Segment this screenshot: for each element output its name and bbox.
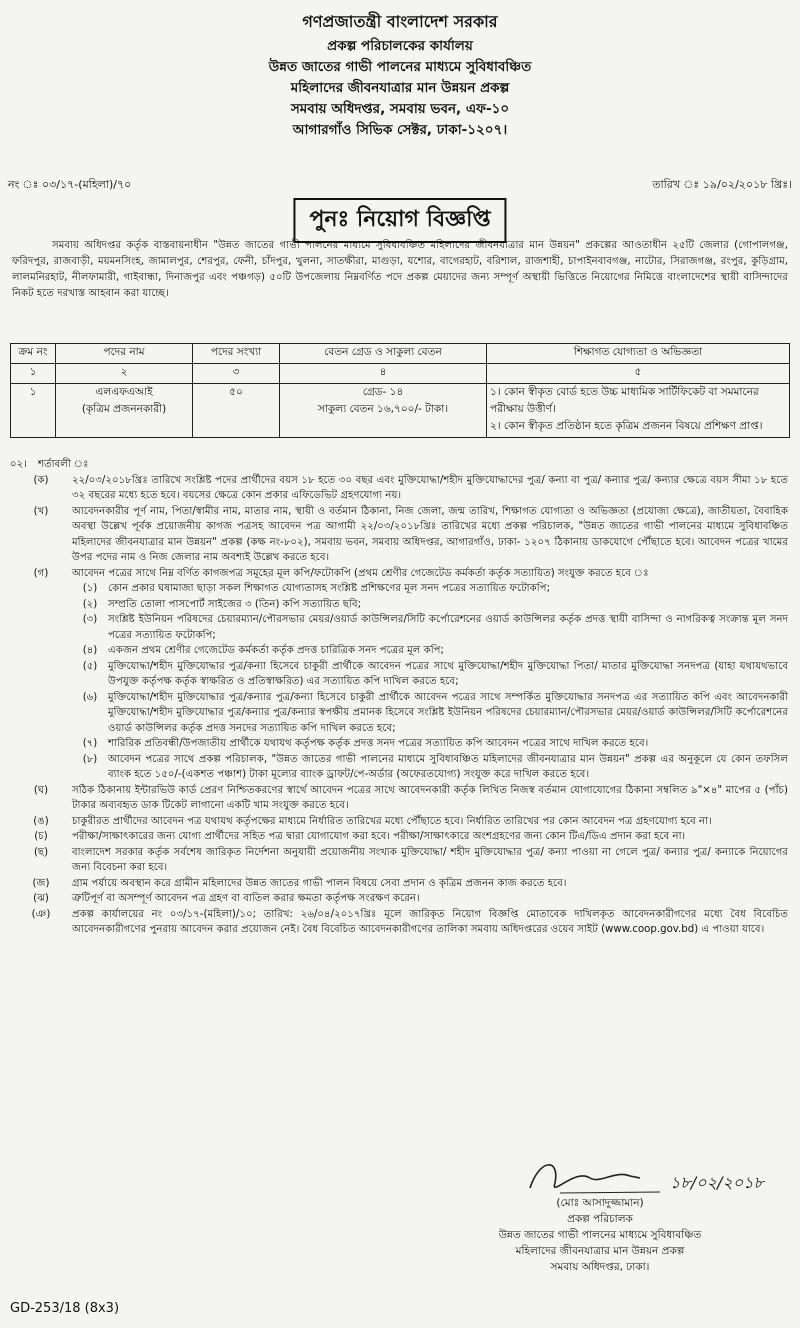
post-name: এলএফএআই [95,386,153,398]
condition-jha: (ঝ) ত্রুটিপূর্ণ বা অসম্পূর্ণ আবেদন পত্র গ্রহণ বা বাতিল করার ক্ষমতা কর্তৃপক্ষ সংরক্ষণ করেন। [33,893,420,904]
row-qualification [487,384,790,438]
signature-date: ১৮/০২/২০১৮ [670,1173,764,1192]
col-number: ১ [11,364,56,384]
col-qualification: শিক্ষাগত যোগ্যতা ও অভিজ্ঞতা [487,344,790,364]
intro-paragraph: সমবায় অধিদপ্তর কর্তৃক বাস্তবায়নাধীন "উন্নত জাতের গাভী পালনের মাধ্যমে সুবিধাবঞ্চিত মহিলাদের জীবনযাত্রার মান উন্নয়ন" প্রকল্পের আওতাধীন ২৫টি জেলার (গোপালগঞ্জ, ফরিদপুর, রাজবাড়ী, ময়মনসিংহ, জামালপুর, শেরপুর, ফেনী, চাঁদপুর, খুলনা, সাতক্ষীরা, মাগুড়া, যশোর, বাগেরহাট, বরিশাল, রাজশাহী, চাপাইনবাবগঞ্জ, নাটোর, সিরাজগঞ্জ, রংপুর, কুড়িগ্রাম, লালমনিরহাট, নীলফামারী, গাইবান্ধা, দিনাজপুর এবং পঞ্চগড়) ৫০টি উপজেলায় নিম্নবর্ণিত পদে প্রকল্প মেয়াদের জন্য সম্পূর্ণ অস্থায়ী ভিত্তিতে নিয়োগের নিমিত্তে বাংলাদেশের স্থায়ী বাসিন্দাদের নিকট হতে দরখাস্ত আহবান করা যাচ্ছে। [12,240,788,299]
address-line2: আগারগাঁও সিভিক সেক্টর, ঢাকা-১২০৭। [292,122,508,138]
col-number: ৩ [193,364,280,384]
project-name-line1: উন্নত জাতের গাভী পালনের মাধ্যমে সুবিধাবঞ্চিত [268,59,532,75]
signature-block [480,1195,720,1275]
list-item: (১) কোন প্রকার ঘষামাজা ছাড়া সকল শিক্ষাগত যোগ্যতাসহ সংশ্লিষ্ট প্রশিক্ষণের মূল সনদ পত্রের সত্যায়িত ফটোকপি; [82,583,550,594]
col-serial: ক্রম নং [11,344,56,364]
col-number: ২ [56,364,193,384]
notice-date: তারিখ ঃ ১৯/০২/২০১৮ খ্রিঃ। [652,178,792,191]
condition-ga: (গ) আবেদন পত্রের সাথে নিম্ন বর্ণিত কাগজপত্র সমূহের মূল কপি/ফটোকপি (প্রথম শ্রেণীর গেজেটেড কর্মকর্তা কর্তৃক সত্যায়িত) সংযুক্ত করতে হবে ঃ [33,567,649,579]
section-heading: শর্তাবলী ঃ [38,459,89,470]
condition-chha: (ছ) বাংলাদেশ সরকার কর্তৃক সর্বশেষ জারিকৃত নির্দেশনা অনুযায়ী প্রয়োজনীয় সংখ্যক মুক্তিযোদ্ধা/ শহীদ মুক্তিযোদ্ধার পুত্র/ কন্যা পাওয়া না গেলে পুত্র/ কন্যার পুত্র/ কন্যাকে নিয়োগের জন্য বিবেচনা করা হবে। [33,846,788,873]
col-number: ৫ [487,364,790,384]
list-item: (৩) সংশ্লিষ্ট ইউনিয়ন পরিষদের চেয়ারম্যান/পৌরসভার মেয়র/ওয়ার্ড কাউন্সিলর/সিটি কর্পোরেশনের ওয়ার্ড কাউন্সিলর কর্তৃক প্রদত্ত স্থায়ী বাসিন্দা ও নাগরিকত্ব সংক্রান্ত মূল সনদ পত্রের সত্যায়িত ফটোকপি; [82,614,788,641]
signatory-name: (মোঃ আসাদুজ্জামান) [556,1197,644,1209]
table-header-row [11,344,790,364]
office-name: প্রকল্প পরিচালকের কার্যালয় [327,38,473,54]
signatory-org-2: মহিলাদের জীবনযাত্রার মান উন্নয়ন প্রকল্প [515,1245,685,1257]
conditions-heading [10,457,788,473]
govt-name: গণপ্রজাতন্ত্রী বাংলাদেশ সরকার [302,12,498,31]
condition-gha: (ঘ) সঠিক ঠিকানায় ইন্টারভিউ কার্ড প্রেরণ নিশ্চিতকরণের স্বার্থে আবেদন পত্রের সাথে আবেদনকারী কর্তৃক লিখিত নিজস্ব বর্তমান যোগাযোগের ঠিকানা সম্বলিত ৯"×৪" মাপের ৫ (পাঁচ) টাকার অব্যবহৃত ডাক টিকেট লাগানো একটি খাম সংযুক্ত করতে হবে। [33,784,788,811]
list-item: (৫) মুক্তিযোদ্ধা/শহীদ মুক্তিযোদ্ধার পুত্র/কন্যা হিসেবে চাকুরী প্রার্থীকে আবেদন পত্রের সাথে মুক্তিযোদ্ধা/শহীদ মুক্তিযোদ্ধা পিতা/ মাতার মুক্তিযোদ্ধা সনদপত্র (যাহা যথাযথভাবে উপযুক্ত কর্তৃপক্ষ কর্তৃক স্বাক্ষরিত ও প্রতিস্বাক্ষরিত) এর সত্যায়িত কপি দাখিল করতে হবে; [82,660,788,687]
col-number: ৪ [280,364,487,384]
col-count: পদের সংখ্যা [193,344,280,364]
condition-cha: (চ) পরীক্ষা/সাক্ষাৎকারের জন্য যোগ্য প্রার্থীদের সহিত পত্র দ্বারা যোগাযোগ করা হবে। পরীক্ষা/সাক্ষাৎকারে অংশগ্রহণের জন্য কোন টিএ/ডিএ প্রদান করা হবে না। [34,831,686,842]
section-number: ০২। [10,459,27,470]
list-item: (৭) শারিরিক প্রতিবন্ধী/উপজাতীয় প্রার্থীকে যথাযথ কর্তৃপক্ষ কর্তৃক প্রদত্ত সনদ পত্রের সত্যায়িত কপি আবেদন পত্রের সাথে দাখিল করতে হবে। [82,738,649,749]
address-line1: সমবায় অধিদপ্তর, সমবায় ভবন, এফ-১০ [290,101,510,117]
row-count: ৫০ [193,384,280,438]
total-salary: সাকুল্য বেতন ১৬,৭০০/- টাকা। [317,403,449,415]
post-name-detail: (কৃত্রিম প্রজননকারী) [81,403,167,415]
qualification-2: ২। কোন স্বীকৃত প্রতিষ্ঠান হতে কৃত্রিম প্রজনন বিষয়ে প্রশিক্ষণ প্রাপ্ত। [490,420,763,432]
row-serial: ১ [11,384,56,438]
condition-kha: (খ) আবেদনকারীর পূর্ণ নাম, পিতা/স্বামীর নাম, মাতার নাম, স্থায়ী ও বর্তমান ঠিকানা, নিজ জেলা, জন্ম তারিখ, শিক্ষাগত যোগ্যতা ও অভিজ্ঞতা (প্রযোজ্য ক্ষেত্রে), জাতীয়তা, বৈবাহিক অবস্থা উল্লেখ পূর্বক প্রয়োজনীয় কাগজ পত্রসহ আবেদন পত্র আগামী ২২/০৩/২০১৮খ্রিঃ তারিখের মধ্যে প্রকল্প পরিচালক, "উন্নত জাতের গাভী পালনের মাধ্যমে সুবিধাবঞ্চিত মহিলাদের জীবনযাত্রার মান উন্নয়ন" প্রকল্প (কক্ষ নং-৮০২), সমবায় ভবন, সমবায় অধিদপ্তর, আগারগাঁও, ঢাকা- ১২০৭ ঠিকানায় ডাকযোগে পৌঁছাতে হবে। আবেদন পত্রের খামের উপর পদের নাম ও নিজ জেলার নাম অবশ্যই উল্লেখ করতে হবে। [33,505,788,563]
row-salary [280,384,487,438]
notice-title: পুনঃ নিয়োগ বিজ্ঞপ্তি [293,198,506,243]
condition-nya: (ঞ) প্রকল্প কার্যালয়ের নং ০৩/১৭-(মহিলা)/১০; তারিখ: ২৬/০৪/২০১৭খ্রিঃ মূলে জারিকৃত নিয়োগ বিজ্ঞপ্তি মোতাবেক দাখিলকৃত আবেদনকারীগণের মধ্যে বৈধ বিবেচিত আবেদনকারীগণের পুনরায় আবেদন করার প্রয়োজন নেই। বৈধ বিবেচিত আবেদনকারীগণের তালিকা সমবায় অধিদপ্তরের ওয়েব সাইট (www.coop.gov.bd) এ পাওয়া যাবে। [31,908,788,935]
list-item: (৬) মুক্তিযোদ্ধা/শহীদ মুক্তিযোদ্ধার পুত্র/কন্যার পুত্র/কন্যা হিসেবে চাকুরী প্রার্থীকে আবেদন পত্রের সাথে সম্পর্কিত মুক্তিযোদ্ধার সনদপত্র এর সত্যায়িত কপি এবং আবেদনকারী মুক্তিযোদ্ধা/শহীদ মুক্তিযোদ্ধার পুত্র/কন্যার পুত্র/কন্যার স্বপক্ষীয় প্রমানক হিসেবে সংশ্লিষ্ট ইউনিয়ন পরিষদের চেয়ারম্যান/পৌরসভার মেয়র/ওয়ার্ড কাউন্সিলর/সিটি কর্পোরেশনের ওয়ার্ড কাউন্সিলর কর্তৃক প্রদত্ত সনদের সত্যায়িত কপি দাখিল করতে হবে; [82,691,788,734]
signatory-role: প্রকল্প পরিচালক [567,1213,633,1225]
row-post [56,384,193,438]
condition-umo: (ঙ) চাকুরীরত প্রার্থীদের আবেদন পত্র যথাযথ কর্তৃপক্ষের মাধ্যমে নির্ধারিত তারিখের মধ্যে পৌঁছাতে হবে। নির্ধারিত তারিখের পর কোন আবেদন পত্র গ্রহণযোগ্য হবে না। [33,815,712,827]
reference-row [8,176,792,195]
col-salary: বেতন গ্রেড ও সাকুল্য বেতন [280,344,487,364]
list-item: (৪) একজন প্রথম শ্রেণীর গেজেটেড কর্মকর্তা কর্তৃক প্রদত্ত চারিত্রিক সনদ পত্রের মূল কপি; [82,645,444,656]
vacancy-table [10,343,790,438]
list-item: (৮) আবেদন পত্রের সাথে প্রকল্প পরিচালক, "উন্নত জাতের গাভী পালনের মাধ্যমে সুবিধাবঞ্চিত মহিলাদের জীবনযাত্রার মান উন্নয়ন" প্রকল্প এর অনুকূলে যে কোন তফসিল ব্যাংক হতে ১৫০/-(একশত পঞ্চাশ) টাকা মূল্যের ব্যাংক ড্রাফট/পে-অর্ডার (অফেরতযোগ্য) সংযুক্ত করে দাখিল করতে হবে। [82,753,788,780]
list-item: (২) সম্প্রতি তোলা পাসপোর্ট সাইজের ৩ (তিন) কপি সত্যায়িত ছবি; [82,598,362,610]
project-name-line2: মহিলাদের জীবনযাত্রার মান উন্নয়ন প্রকল্প [290,80,510,96]
gd-code: GD-253/18 (8x3) [10,1301,120,1316]
qualification-1: ১। কোন স্বীকৃত বোর্ড হতে উচ্চ মাধ্যমিক সার্টিফিকেট বা সমমানের পরীক্ষায় উত্তীর্ণ। [490,386,759,415]
memo-number: নং ঃ ০৩/১৭-(মহিলা)/৭০ [8,178,132,191]
table-number-row [11,364,790,384]
table-row [11,384,790,438]
letterhead [0,9,800,141]
signatory-org-3: সমবায় অধিদপ্তর, ঢাকা। [550,1261,650,1273]
pay-grade: গ্রেড- ১৪ [362,386,404,398]
col-post: পদের নাম [56,344,193,364]
signatory-org-1: উন্নত জাতের গাভী পালনের মাধ্যমে সুবিধাবঞ্চিত [498,1229,702,1241]
conditions-section [10,457,788,938]
condition-ka: (ক) ২২/০৩/২০১৮খ্রিঃ তারিখে সংশ্লিষ্ট পদের প্রার্থীদের বয়স ১৮ হতে ৩০ বছর এবং মুক্তিযোদ্ধা/শহীদ মুক্তিযোদ্ধাদের পুত্র/ কন্যা বা পুত্র/ কন্যার পুত্র/ কন্যার ক্ষেত্রে বয়স সীমা ১৮ হতে ৩২ বছরের মধ্যে হতে হবে। বয়সের ক্ষেত্রে কোন প্রকার এফিডেভিট গ্রহণযোগ্য নয়। [33,474,788,501]
condition-ja: (জ) গ্রাম পর্যায়ে অবস্থান করে গ্রামীন মহিলাদের উন্নত জাতের গাভী পালন বিষয়ে সেবা প্রদান ও কৃত্রিম প্রজনন কাজ করতে হবে। [32,877,567,889]
